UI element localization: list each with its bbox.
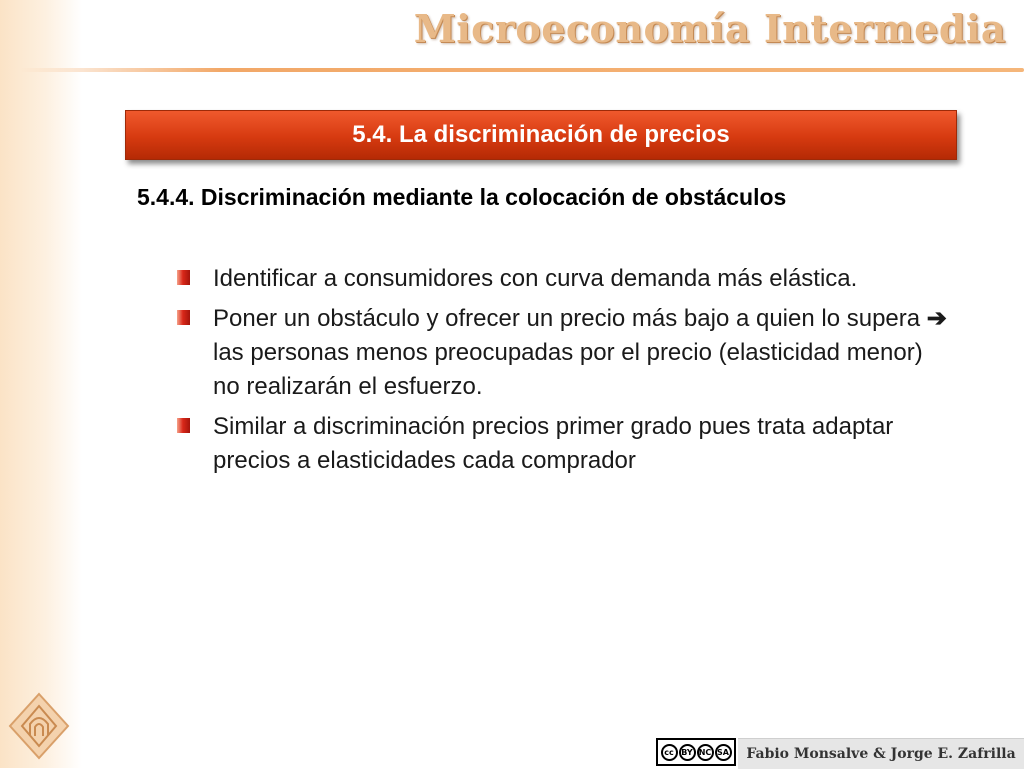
bullet-list <box>175 262 955 484</box>
right-arrow-icon: ➔ <box>926 305 947 332</box>
bullet-text-part1: Poner un obstáculo y ofrecer un precio más bajo a quien lo supera <box>213 305 927 332</box>
university-emblem-logo <box>6 690 72 762</box>
sa-icon: SA <box>715 744 732 761</box>
bullet-item <box>175 262 955 296</box>
subsection-title: 5.4.4. Discriminación mediante la colocación de obstáculos <box>137 184 787 210</box>
bullet-item <box>175 410 955 478</box>
section-title-banner: 5.4. La discriminación de precios <box>125 110 957 160</box>
square-bullet-icon <box>177 418 190 433</box>
bullet-text-part2: las personas menos preocupadas por el precio (elasticidad menor) no realizarán el esfuerzo. <box>213 339 923 400</box>
bullet-text: Similar a discriminación precios primer grado pues trata adaptar precios a elasticidades cada comprador <box>213 413 894 474</box>
bullet-text: Identificar a consumidores con curva demanda más elástica. <box>213 265 858 292</box>
square-bullet-icon <box>177 270 190 285</box>
left-decorative-strip <box>0 0 82 768</box>
by-icon: BY <box>679 744 696 761</box>
square-bullet-icon <box>177 310 190 325</box>
nc-icon: NC <box>697 744 714 761</box>
creative-commons-license-badge <box>656 738 736 766</box>
bullet-item <box>175 302 955 404</box>
authors-footer: Fabio Monsalve & Jorge E. Zafrilla <box>738 738 1024 769</box>
header-divider <box>20 68 1024 72</box>
course-title: Microeconomía Intermedia <box>413 6 1006 51</box>
cc-icon: cc <box>661 744 678 761</box>
